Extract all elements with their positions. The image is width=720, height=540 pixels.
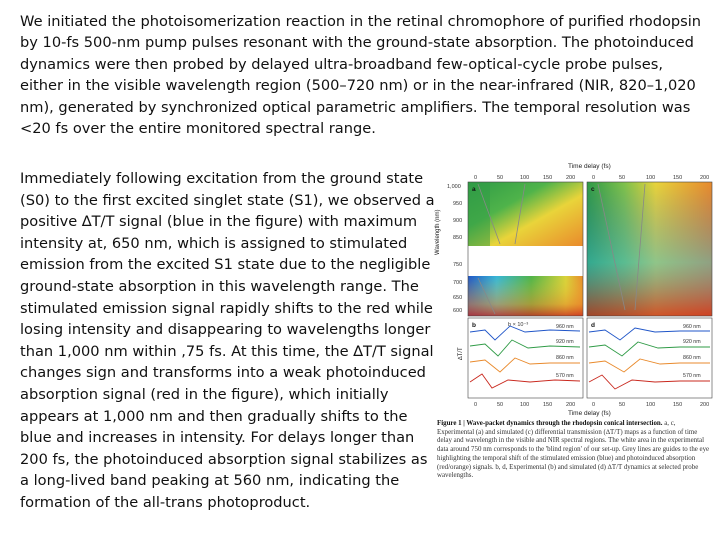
panel-d-traces [587,318,712,398]
panel-c-map [587,182,712,316]
top-tick: 200 [566,175,576,181]
b-trace-label: 960 nm [556,324,574,330]
panel-a-map [468,182,583,316]
top-tick: 150 [673,175,683,181]
top-tick: 0 [474,175,478,181]
top-tick-labels [474,175,709,181]
paragraph-2: Immediately following excitation from the ground state (S0) to the first excited singlet state (S1), we observed a positive ∆T/T signal (blue in the figure) with maximum intensity at, 650 nm, which is assigned to stimulated emission from the excited S1 state due to the negligible ground-state absorption in this wavelength range. The stimulated emission signal rapidly shifts to the red while losing intensity and disappearing to wavelengths longer than 1,000 nm within ,75 fs. At this time, the ∆T/T signal changes sign and transforms into a weak photoinduced absorption signal (red in the figure), which initially appears at 1,000 nm and then gradually shifts to the blue and increases in intensity. For delays longer than 200 fs, the photoinduced absorption signal stabilizes as a long-lived band peaking at 560 nm, indicating the formation of the all-trans photoproduct. [20,170,435,511]
panel-a-label: a [472,186,476,193]
d-trace-label: 860 nm [683,355,701,361]
bottom-tick: 50 [497,402,504,408]
y-tick: 1,000 [447,184,461,190]
top-tick: 100 [646,175,656,181]
y-tick: 950 [453,201,463,207]
panel-d-label: d [591,322,595,329]
bottom-tick: 150 [673,402,683,408]
y-tick: 650 [453,295,463,301]
y-tick: 750 [453,262,463,268]
b-trace-label: 570 nm [556,373,574,379]
caption-title: Figure 1 | Wave-packet dynamics through the rhodopsin conical intersection. [437,420,663,427]
bottom-tick: 100 [520,402,530,408]
bottom-tick: 0 [474,402,478,408]
bottom-tick: 100 [646,402,656,408]
bottom-axis-label: Time delay (fs) [568,410,611,417]
b-trace-label: 860 nm [556,355,574,361]
bottom-tick: 200 [566,402,576,408]
panel-c-label: c [591,186,595,193]
d-trace-label: 920 nm [683,339,701,345]
bottom-tick: 150 [543,402,553,408]
bottom-tick-labels [474,402,709,408]
top-tick: 0 [592,175,596,181]
panel-b-traces [468,318,583,398]
b-trace-label: 920 nm [556,339,574,345]
bottom-tick: 200 [700,402,710,408]
lower-y-label: ∆T/T [458,347,464,360]
d-trace-label: 960 nm [683,324,701,330]
caption-text: a, c, Experimental (a) and simulated (c) differential transmission (∆T/T) maps as a function of time delay and wavelength in the visible and NIR spectral regions. The white area in the experimental data around 750 nm corresponds to the 'blind region' of our set-up. Grey lines are guides to the eye highlighting the temporal shift of the stimulated emission (blue) and photoinduced absorption (red/orange) signals. b, d, Experimental (b) and simulated (d) ∆T/T dynamics at selected probe wavelengths. [437,420,710,480]
panel-b-scale: b × 10⁻³ [508,322,529,328]
y-tick: 600 [453,308,463,314]
panel-b-label: b [472,322,476,329]
bottom-tick: 50 [619,402,626,408]
y-tick-labels [447,184,462,314]
y-axis-label: Wavelength (nm) [435,209,441,255]
top-tick: 200 [700,175,710,181]
y-tick: 850 [453,235,463,241]
top-tick: 100 [520,175,530,181]
top-tick: 150 [543,175,553,181]
y-tick: 900 [453,218,463,224]
figure-caption [437,420,713,481]
bottom-tick: 0 [592,402,596,408]
y-tick: 700 [453,280,463,286]
top-tick: 50 [619,175,626,181]
paragraph-1: We initiated the photoisomerization reaction in the retinal chromophore of purified rhodopsin by 10-fs 500-nm pump pulses resonant with the ground-state absorption. The photoinduced dynamics were then probed by delayed ultra-broadband few-optical-cycle probe pulses, either in the visible wavelength region (500–720 nm) or in the near-infrared (NIR, 820–1,020 nm), generated by synchronized optical parametric amplifiers. The temporal resolution was <20 fs over the entire monitored spectral range. [20,13,702,138]
top-tick: 50 [497,175,504,181]
top-axis-label: Time delay (fs) [568,163,611,170]
d-trace-label: 570 nm [683,373,701,379]
